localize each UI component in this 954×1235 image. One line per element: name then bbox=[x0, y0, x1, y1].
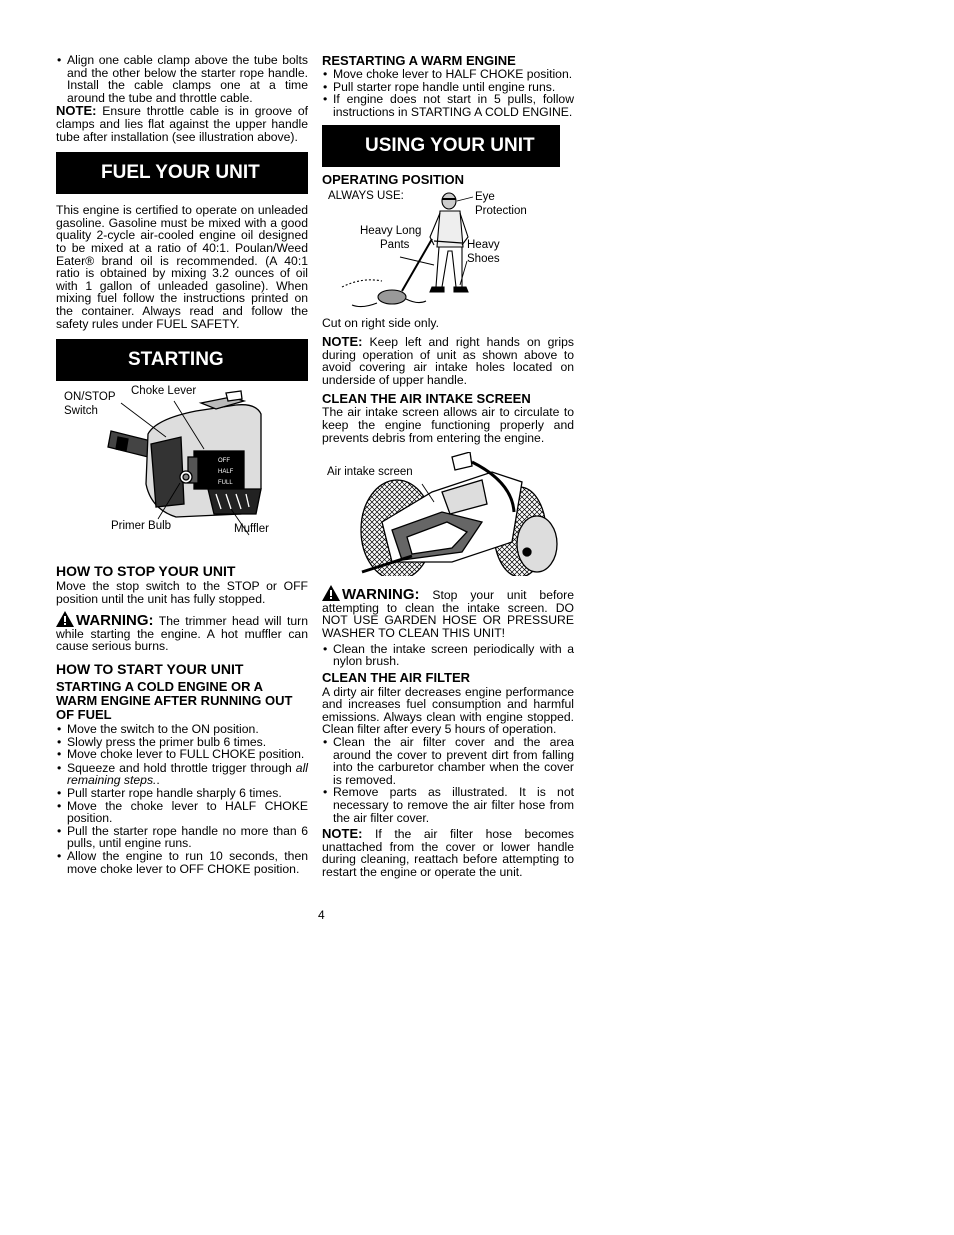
list-item: • Pull starter rope handle until engine runs. bbox=[322, 81, 574, 94]
list-item: • Slowly press the primer bulb 6 times. bbox=[56, 736, 308, 749]
note-text: If the air filter hose becomes unattached from the cover or lower handle during cleaning, reattach before attempting to restart the engine or operate the unit. bbox=[322, 827, 575, 879]
cold-start-steps bbox=[56, 723, 308, 875]
note-paragraph bbox=[322, 828, 574, 878]
list-item: • Remove parts as illustrated. It is not necessary to remove the air filter hose from the air filter cover. bbox=[322, 786, 574, 824]
pants-label: Pants bbox=[380, 239, 410, 252]
operating-heading: OPERATING POSITION bbox=[322, 172, 465, 188]
choke-lever-label: Choke Lever bbox=[131, 385, 197, 398]
stop-heading: HOW TO STOP YOUR UNIT bbox=[56, 563, 236, 580]
note-label: NOTE: bbox=[322, 333, 363, 349]
fuel-banner: FUEL YOUR UNIT bbox=[56, 152, 308, 194]
list-item: • Move choke lever to FULL CHOKE position. bbox=[56, 748, 308, 761]
fuel-text: This engine is certified to operate on unleaded gasoline. Gasoline must be mixed with a good quality 2-cycle air-cooled engine oil designed to be mixed at a ratio of 40:1. Poulan/Weed Eater® brand oil is recommended. (A 40:1 ratio is obtained by mixing 3.2 ounces of oil with 1 gallon of unleaded gasoline). When mixing fuel follow the instructions printed on the container. Always read and follow the safety rules under FUEL SAFETY. bbox=[56, 203, 308, 331]
list-item: • Clean the intake screen periodically with a nylon brush. bbox=[322, 643, 574, 668]
intake-text: The air intake screen allows air to circulate to keep the engine functioning properly and prevents debris from entering the engine. bbox=[322, 405, 574, 445]
list-item bbox=[56, 762, 308, 787]
full-label: FULL bbox=[218, 480, 233, 487]
filter-steps bbox=[322, 736, 574, 824]
cold-start-heading: STARTING A COLD ENGINE OR A WARM ENGINE AFTER RUNNING OUT OF FUEL bbox=[56, 679, 293, 723]
switch-label: Switch bbox=[64, 405, 98, 418]
warning-text: The trimmer head will turn while starting the engine. A hot muffler can cause serious burns. bbox=[56, 614, 308, 654]
starting-banner: STARTING bbox=[56, 339, 308, 381]
note-paragraph bbox=[322, 333, 574, 387]
warning-label: WARNING: bbox=[342, 586, 420, 604]
engine-figure bbox=[56, 385, 308, 567]
note-label: NOTE: bbox=[322, 826, 363, 842]
list-item: • Move the choke lever to HALF CHOKE position. bbox=[56, 800, 308, 825]
list-item: • If engine does not start in 5 pulls, follow instructions in STARTING A COLD ENGINE. bbox=[322, 93, 574, 118]
list-item: • Pull starter rope handle sharply 6 times. bbox=[56, 787, 308, 800]
shoes-label: Shoes bbox=[467, 253, 500, 266]
clamp-list bbox=[56, 54, 308, 104]
operator-illustration bbox=[322, 187, 574, 317]
on-stop-label: ON/STOP bbox=[64, 391, 116, 404]
always-use-label: ALWAYS USE: bbox=[328, 190, 404, 203]
intake-screen-label: Air intake screen bbox=[327, 466, 413, 479]
warm-restart-heading: RESTARTING A WARM ENGINE bbox=[322, 53, 516, 68]
eye-label: Eye bbox=[475, 191, 495, 204]
warning-text: Stop your unit before attempting to clean the intake screen. DO NOT USE GARDEN HOSE OR PRESSURE WASHER TO CLEAN THIS UNIT! bbox=[322, 588, 574, 640]
half-label: HALF bbox=[218, 469, 234, 476]
intake-clean-list bbox=[322, 643, 574, 668]
warm-restart-steps bbox=[322, 68, 574, 118]
warning-label: WARNING: bbox=[76, 612, 154, 630]
note-paragraph bbox=[56, 105, 308, 143]
primer-bulb-label: Primer Bulb bbox=[111, 520, 172, 533]
list-item: • Move the switch to the ON position. bbox=[56, 723, 308, 736]
off-label: OFF bbox=[218, 458, 230, 465]
heavy-label: Heavy bbox=[467, 239, 500, 252]
protection-label: Protection bbox=[475, 205, 527, 218]
note-text: Ensure throttle cable is in groove of clamps and lies flat against the upper handle tube after installation (see illustration above). bbox=[56, 104, 309, 144]
intake-figure bbox=[322, 452, 574, 576]
warning-icon bbox=[56, 611, 74, 627]
stop-text: Move the stop switch to the STOP or OFF position until the unit has fully stopped. bbox=[56, 579, 308, 606]
list-item: • Allow the engine to run 10 seconds, then move choke lever to OFF CHOKE position. bbox=[56, 850, 308, 875]
list-item: • Align one cable clamp above the tube bolts and the other below the starter rope handle. Install the cable clamps one at a time around the tube and throttle cable. bbox=[56, 54, 308, 104]
cut-right-text: Cut on right side only. bbox=[322, 316, 439, 331]
heavy-long-label: Heavy Long bbox=[360, 225, 422, 238]
right-column bbox=[322, 54, 574, 879]
warning-paragraph bbox=[322, 585, 574, 639]
intake-heading: CLEAN THE AIR INTAKE SCREEN bbox=[322, 391, 531, 407]
note-label: NOTE: bbox=[56, 103, 97, 119]
using-banner: USING YOUR UNIT bbox=[322, 125, 560, 167]
squeeze-italic: all remaining steps. bbox=[67, 760, 308, 788]
warning-paragraph bbox=[56, 611, 308, 653]
filter-text: A dirty air filter decreases engine performance and increases fuel consumption and harmful emissions. Always clean with engine stopped. Clean filter after every 5 hours of operation. bbox=[322, 684, 574, 737]
filter-heading: CLEAN THE AIR FILTER bbox=[322, 669, 471, 685]
muffler-label: Muffler bbox=[234, 523, 269, 536]
squeeze-tail: . bbox=[156, 773, 160, 788]
squeeze-text: Squeeze and hold throttle trigger through bbox=[67, 760, 292, 775]
start-heading: HOW TO START YOUR UNIT bbox=[56, 661, 244, 678]
page-number: 4 bbox=[318, 908, 325, 922]
list-item: • Clean the air filter cover and the area around the cover to prevent dirt from falling into the carburetor chamber when the cover is removed. bbox=[322, 736, 574, 786]
left-column bbox=[56, 54, 308, 875]
note-text: Keep left and right hands on grips during operation of unit as shown above to avoid covering air intake holes located on underside of upper handle. bbox=[322, 334, 574, 387]
list-item: • Pull the starter rope handle no more than 6 pulls, until engine runs. bbox=[56, 825, 308, 850]
list-item: • Move choke lever to HALF CHOKE position. bbox=[322, 68, 574, 81]
operator-figure bbox=[322, 187, 574, 317]
warning-icon bbox=[322, 585, 340, 601]
